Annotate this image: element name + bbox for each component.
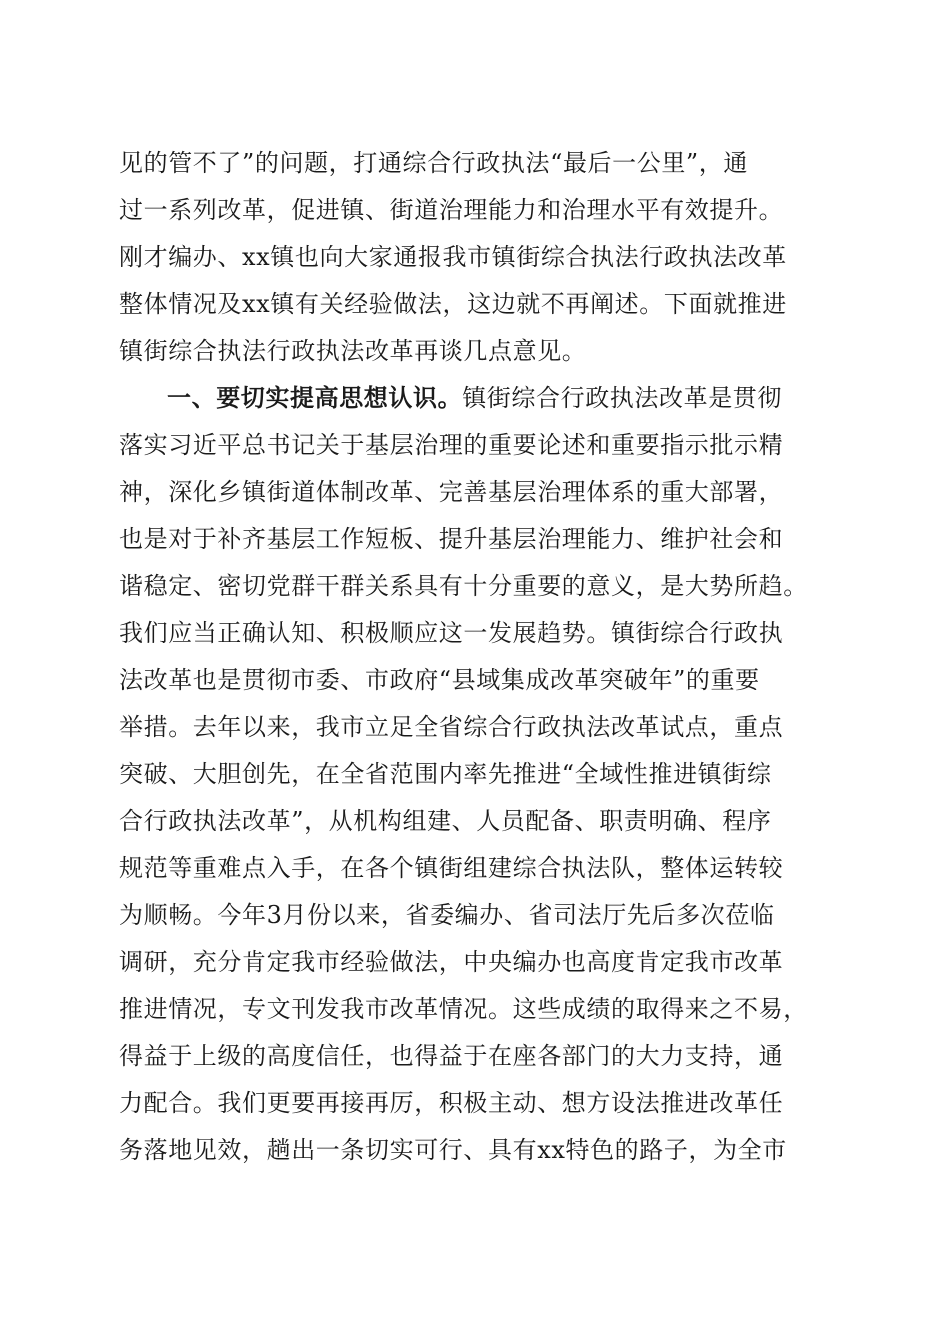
text-line: 法改革也是贯彻市委、市政府“县域集成改革突破年”的重要: [119, 666, 760, 694]
text-line: 整体情况及xx镇有关经验做法，这边就不再阐述。下面就推进: [119, 290, 787, 318]
text-line: 神，深化乡镇街道体制改革、完善基层治理体系的重大部署，: [119, 478, 784, 506]
text-line: 见的管不了”的问题，打通综合行政执法“最后一公里”，通: [119, 149, 749, 177]
text-line: 突破、大胆创先，在全省范围内率先推进“全域性推进镇街综: [119, 760, 772, 788]
text-line: 过一系列改革，促进镇、街道治理能力和治理水平有效提升。: [119, 196, 784, 224]
text-line: 为顺畅。今年3月份以来，省委编办、省司法厅先后多次莅临: [119, 901, 775, 929]
text-line: 得益于上级的高度信任，也得益于在座各部门的大力支持，通: [119, 1042, 784, 1070]
text-line: 刚才编办、xx镇也向大家通报我市镇街综合执法行政执法改革: [119, 243, 787, 271]
text-line: 规范等重难点入手，在各个镇街组建综合执法队，整体运转较: [119, 854, 784, 882]
text-line: 调研，充分肯定我市经验做法，中央编办也高度肯定我市改革: [119, 948, 784, 976]
text-line: 镇街综合行政执法改革是贯彻: [462, 384, 783, 412]
text-line: 谐稳定、密切党群干群关系具有十分重要的意义，是大势所趋。: [119, 572, 808, 600]
text-line: 也是对于补齐基层工作短板、提升基层治理能力、维护社会和: [119, 525, 784, 553]
text-line: 务落地见效，趟出一条切实可行、具有xx特色的路子，为全市: [119, 1136, 787, 1164]
text-line: 镇街综合执法行政执法改革再谈几点意见。: [119, 337, 587, 365]
text-line: 我们应当正确认知、积极顺应这一发展趋势。镇街综合行政执: [119, 619, 784, 647]
text-line: 力配合。我们更要再接再厉，积极主动、想方设法推进改革任: [119, 1089, 784, 1117]
section-heading-line: [167, 378, 839, 418]
text-line: 落实习近平总书记关于基层治理的重要论述和重要指示批示精: [119, 431, 784, 459]
text-line: 推进情况，专文刊发我市改革情况。这些成绩的取得来之不易，: [119, 995, 808, 1023]
text-line: 举措。去年以来，我市立足全省综合行政执法改革试点，重点: [119, 713, 784, 741]
section-heading: 一、要切实提高思想认识。: [167, 383, 463, 412]
text-line: 合行政执法改革”，从机构组建、人员配备、职责明确、程序: [119, 807, 772, 835]
